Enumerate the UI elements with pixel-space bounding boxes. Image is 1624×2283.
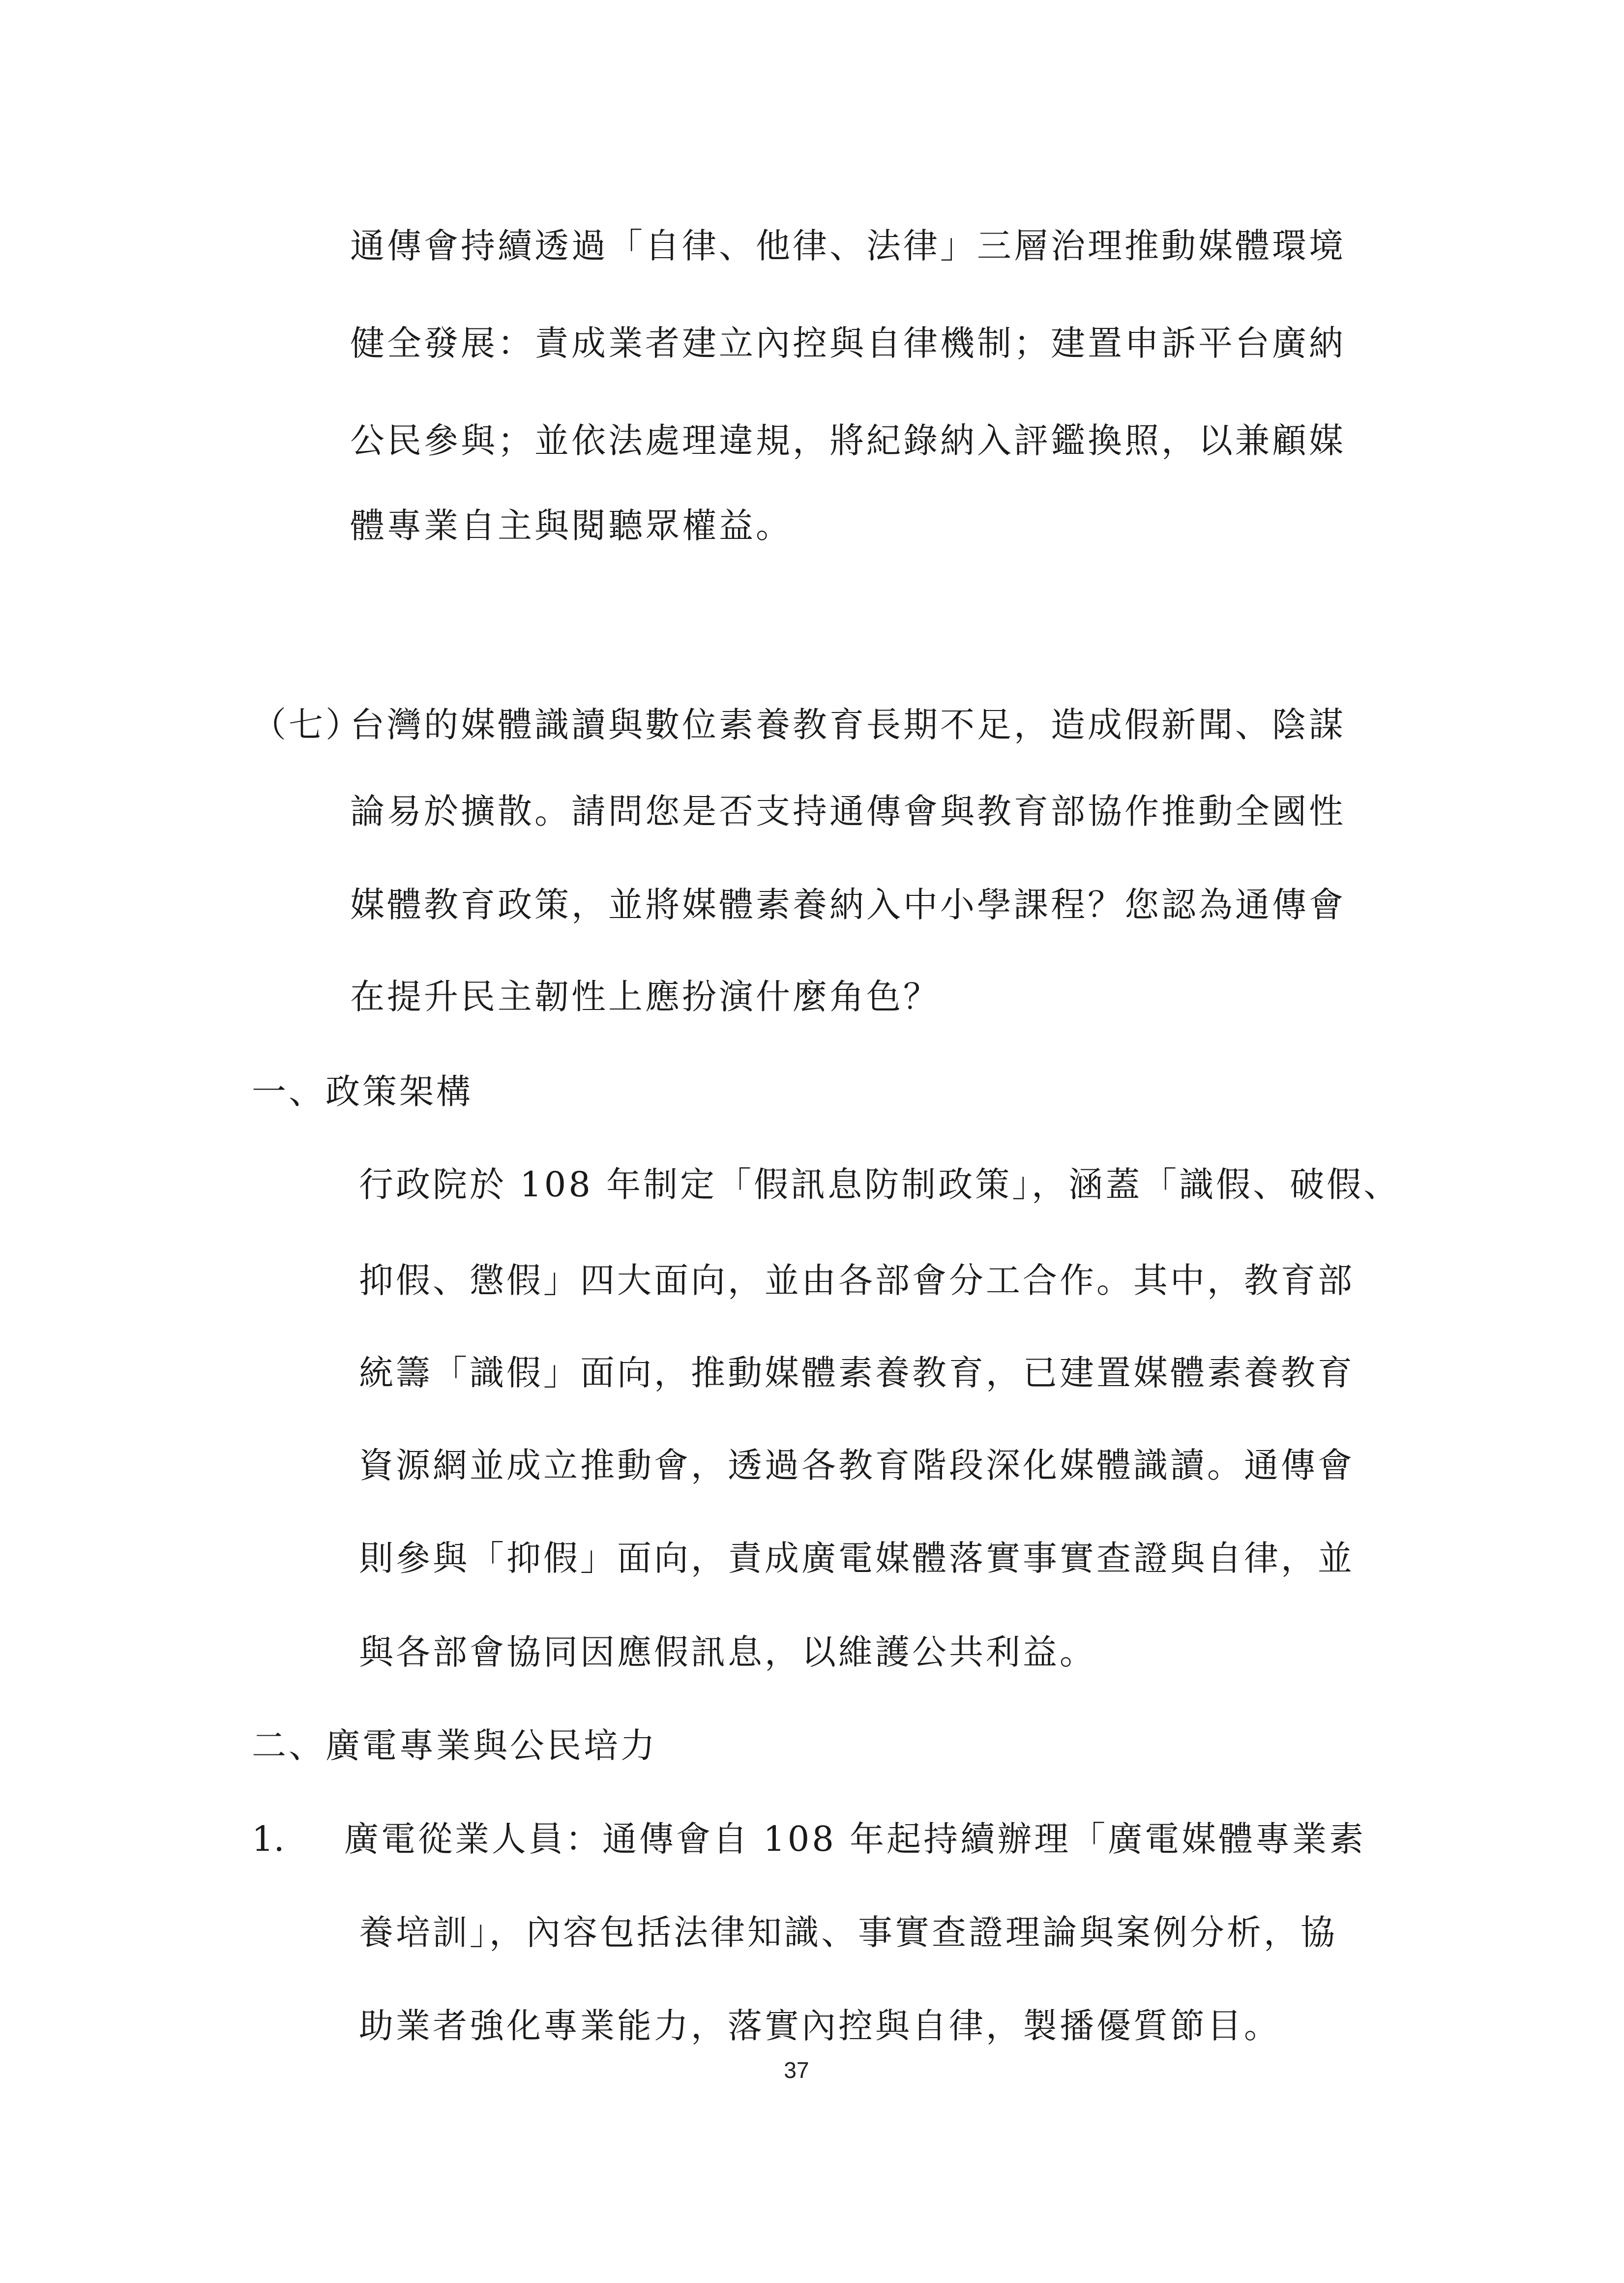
- section1-line-1: 行政院於 108 年制定「假訊息防制政策」，涵蓋「識假、破假、: [359, 1164, 1401, 1205]
- question-line-4: 在提升民主韌性上應扮演什麼角色？: [350, 977, 940, 1017]
- section1-line-3: 統籌「識假」面向，推動媒體素養教育，已建置媒體素養教育: [359, 1353, 1355, 1393]
- section1-line-4: 資源網並成立推動會，透過各教育階段深化媒體識讀。通傳會: [359, 1445, 1355, 1485]
- section1-line-5: 則參與「抑假」面向，責成廣電媒體落實事實查證與自律，並: [359, 1538, 1355, 1578]
- section2-item1-line-2: 養培訓」，內容包括法律知識、事實查證理論與案例分析，協: [359, 1912, 1337, 1953]
- section1-line-2: 抑假、懲假」四大面向，並由各部會分工合作。其中，教育部: [359, 1260, 1355, 1301]
- section1-line-6: 與各部會協同因應假訊息，以維護公共利益。: [359, 1632, 1096, 1672]
- question-line-2: 論易於擴散。請問您是否支持通傳會與教育部協作推動全國性: [350, 791, 1346, 831]
- section1-heading: 一、政策架構: [252, 1071, 473, 1112]
- section2-item1-line-3: 助業者強化專業能力，落實內控與自律，製播優質節目。: [359, 2006, 1281, 2046]
- question-line-1: 台灣的媒體識讀與數位素養教育長期不足，造成假新聞、陰謀: [350, 705, 1346, 745]
- intro-line-4: 體專業自主與閱聽眾權益。: [350, 505, 793, 546]
- question-marker: （七）: [252, 705, 362, 745]
- list-item-number: 1.: [252, 1819, 285, 1859]
- intro-line-1: 通傳會持續透過「自律、他律、法律」三層治理推動媒體環境: [350, 226, 1346, 266]
- section2-item1-line-1: 廣電從業人員：通傳會自 108 年起持續辦理「廣電媒體專業素: [344, 1819, 1366, 1859]
- page-number: 37: [784, 2057, 809, 2083]
- section2-heading: 二、廣電專業與公民培力: [252, 1725, 657, 1766]
- intro-line-3: 公民參與；並依法處理違規，將紀錄納入評鑑換照，以兼顧媒: [350, 420, 1346, 461]
- question-line-3: 媒體教育政策，並將媒體素養納入中小學課程？您認為通傳會: [350, 885, 1346, 925]
- intro-line-2: 健全發展：責成業者建立內控與自律機制；建置申訴平台廣納: [350, 323, 1346, 363]
